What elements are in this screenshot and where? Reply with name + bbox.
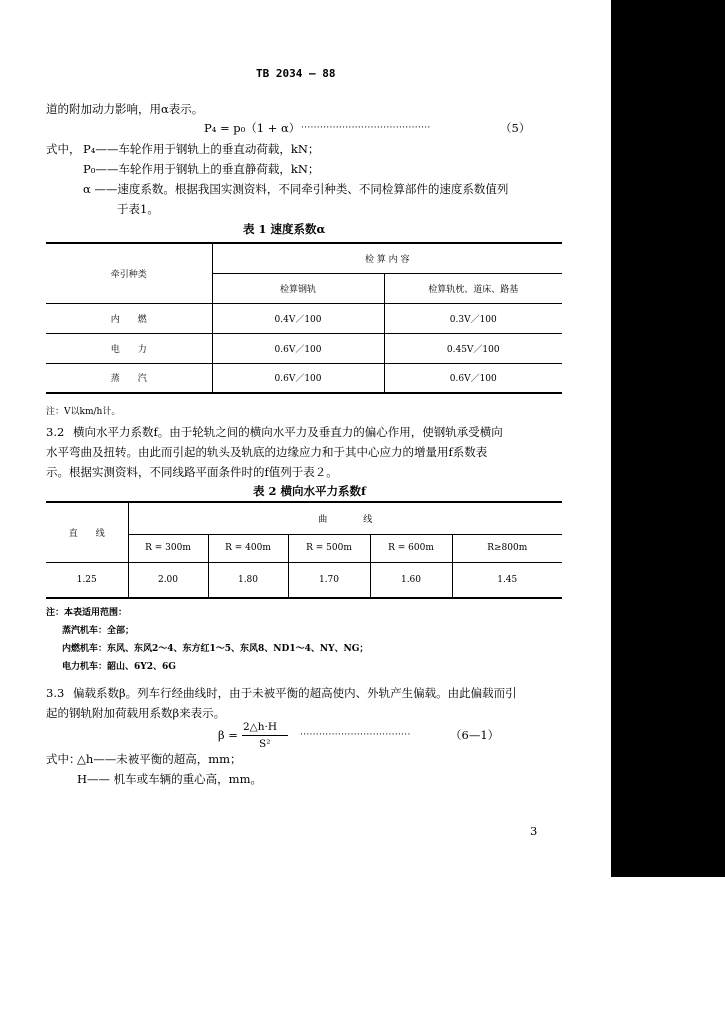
intro-line: 道的附加动力影响，用α表示。	[46, 102, 204, 116]
section-3-3-line1: 偏载系数β。列车行经曲线时，由于未被平衡的超高使内、外轨产生偏载。由此偏载而引	[73, 686, 517, 700]
table1-cell: 0.6V／100	[212, 363, 384, 393]
formula-6-1-lhs: β =	[218, 728, 238, 742]
table2-col-head: R = 600m	[370, 534, 452, 562]
page-number: 3	[530, 824, 538, 838]
table2-cell: 1.80	[208, 562, 288, 598]
table2-cell: 1.25	[46, 562, 128, 598]
section-3-2-number: 3.2	[46, 425, 65, 439]
table2-col-head: R≥800m	[452, 534, 562, 562]
table-row	[46, 562, 562, 598]
formula-5-leader: ·········································	[301, 123, 431, 133]
section-3-2-line3: 示。根据实测资料，不同线路平面条件时的f值列于表２。	[46, 465, 338, 479]
formula-5: P₄ = p₀（1 + α）	[204, 121, 301, 135]
where-prefix-2: 式中：	[46, 752, 81, 766]
table2-cell: 2.00	[128, 562, 208, 598]
definition-dh: △h——未被平衡的超高，mm；	[77, 752, 242, 766]
table1-cell: 0.6V／100	[212, 333, 384, 363]
table2-lateral-force-coefficient	[46, 501, 562, 599]
definition-alpha: α ——速度系数。根据我国实测资料，不同牵引种类、不同检算部件的速度系数值列	[83, 182, 509, 196]
table-row	[46, 303, 562, 333]
formula-6-1-leader: ···································	[300, 730, 411, 740]
table2-col-head: R = 500m	[288, 534, 370, 562]
table2-rowhead: 直 线	[46, 502, 128, 562]
table2-cell: 1.45	[452, 562, 562, 598]
table1-group-head: 检 算 内 容	[212, 243, 562, 273]
table1-col-sleeper: 检算轨枕、道床、路基	[384, 273, 562, 303]
table2-cell: 1.70	[288, 562, 370, 598]
table1-cell: 0.3V／100	[384, 303, 562, 333]
definition-pd: P₄——车轮作用于钢轨上的垂直动荷载，kN；	[83, 142, 320, 156]
table2-note-title: 注：本表适用范围：	[46, 608, 128, 618]
scan-blank-area	[0, 877, 725, 1024]
table2-col-head: R = 400m	[208, 534, 288, 562]
table2-note-electric: 电力机车：韶山、6Y2、6G	[62, 662, 176, 672]
table1-row-name: 电 力	[46, 333, 212, 363]
formula-5-tag: （5）	[500, 121, 531, 135]
where-prefix: 式中，	[46, 142, 81, 156]
table2-group-head: 曲 线	[128, 502, 562, 534]
fraction-bar	[242, 735, 288, 736]
table-row	[46, 363, 562, 393]
table1-row-name: 内 燃	[46, 303, 212, 333]
formula-6-1-numerator: 2△h·H	[243, 721, 278, 733]
table2-title: 表 2 横向水平力系数f	[253, 484, 366, 498]
definition-alpha-cont: 于表1。	[117, 202, 159, 216]
table2-cell: 1.60	[370, 562, 452, 598]
section-3-3-number: 3.3	[46, 686, 65, 700]
table2-col-head: R = 300m	[128, 534, 208, 562]
table1-cell: 0.45V／100	[384, 333, 562, 363]
table1-row-name: 蒸 汽	[46, 363, 212, 393]
standard-code-header: TB 2034 — 88	[256, 67, 336, 80]
section-3-2-line2: 水平弯曲及扭转。由此而引起的轨头及轨底的边缘应力和于其中心应力的增量用f系数表	[46, 445, 488, 459]
table1-title: 表 1 速度系数α	[243, 222, 326, 236]
section-3-2-line1: 横向水平力系数f。由于轮轨之间的横向水平力及垂直力的偏心作用，使钢轨承受横向	[73, 425, 503, 439]
table1-col-rail: 检算钢轨	[212, 273, 384, 303]
definition-p0: P₀——车轮作用于钢轨上的垂直静荷载，kN；	[83, 162, 320, 176]
definition-h: H—— 机车或车辆的重心高，mm。	[77, 772, 262, 786]
table2-note-diesel: 内燃机车：东风、东风2～4、东方红1～5、东风8、ND1～4、NY、NG；	[62, 644, 369, 654]
table1-cell: 0.6V／100	[384, 363, 562, 393]
table2-note-steam: 蒸汽机车：全部；	[62, 626, 135, 636]
scan-dark-margin	[611, 0, 725, 877]
table1-note: 注：V以km/h计。	[46, 407, 121, 417]
section-3-3-line2: 起的钢轨附加荷载用系数β来表示。	[46, 706, 226, 720]
table1-rowhead: 牵引种类	[46, 243, 212, 303]
table1-cell: 0.4V／100	[212, 303, 384, 333]
table-row	[46, 333, 562, 363]
table1-speed-coefficient	[46, 242, 562, 394]
formula-6-1-tag: （6—1）	[450, 728, 500, 742]
formula-6-1-denominator: S²	[259, 738, 271, 750]
